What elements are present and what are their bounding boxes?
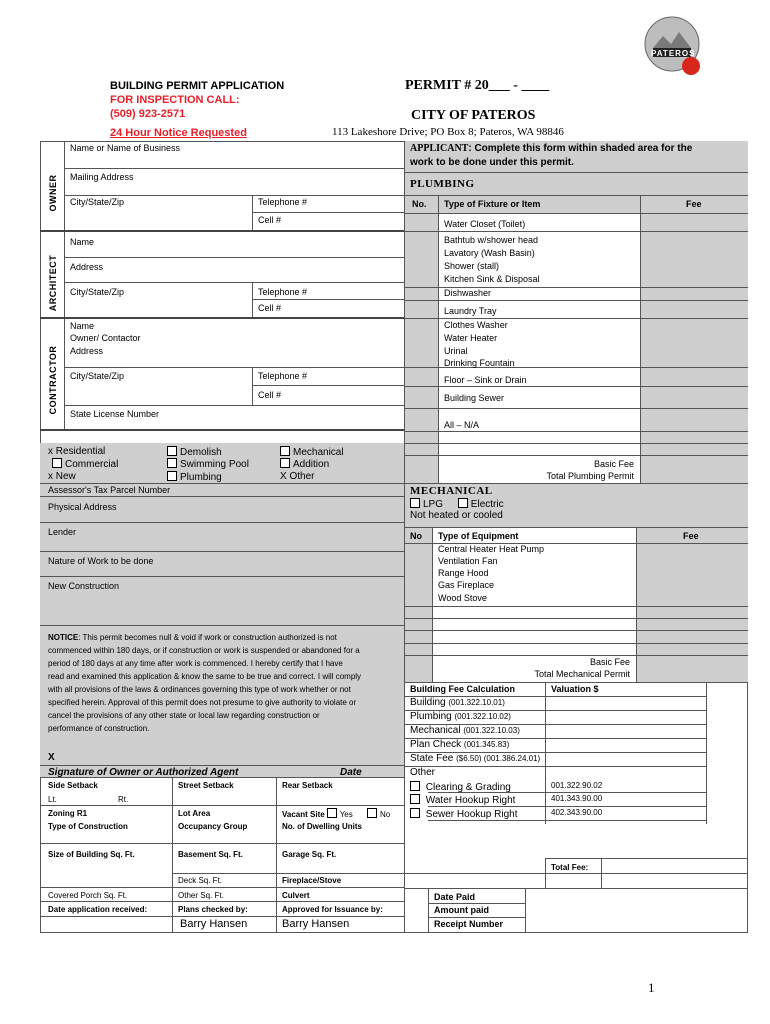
rule	[404, 766, 706, 767]
notice-line: read and examined this application & know the same to be true and correct. I will comply	[48, 672, 362, 681]
mechanical-basic-fee: Basic Fee	[589, 657, 630, 667]
rule	[545, 858, 748, 859]
rule	[525, 888, 526, 933]
vacant-no-checkbox[interactable]	[367, 808, 377, 818]
rule	[404, 527, 748, 528]
notice-text: : This permit becomes null & void if work or construction authorized is not	[78, 633, 337, 642]
mechanical-option[interactable]	[280, 446, 344, 458]
fee-state-label: State Fee	[410, 753, 454, 764]
mechanical-row-line	[404, 606, 748, 607]
valuation-label: Valuation $	[551, 684, 599, 694]
rule	[252, 367, 253, 405]
fee-plumbing-code: (001.322.10.02)	[454, 712, 511, 721]
plumbing-row-line	[404, 318, 748, 319]
clearing-checkbox[interactable]	[410, 781, 420, 791]
plumbing-basic-fee: Basic Fee	[593, 459, 634, 469]
plumbing-row-line	[404, 431, 748, 432]
owner-telephone-label: Telephone #	[258, 197, 308, 207]
contractor-telephone-label: Telephone #	[258, 371, 308, 381]
mechanical-col-no: No	[410, 531, 422, 541]
new-construction-label: New Construction	[48, 581, 120, 591]
rule	[428, 888, 429, 933]
notice-line	[48, 631, 398, 644]
rule	[404, 682, 748, 683]
plumbing-item: Lavatory (Wash Basin)	[444, 248, 535, 258]
lender-label: Lender	[48, 527, 77, 537]
fee-plumbing-label: Plumbing	[410, 711, 452, 722]
electric-checkbox[interactable]	[458, 498, 468, 508]
rule	[40, 230, 404, 232]
demolish-checkbox[interactable]	[167, 446, 177, 456]
plumbing-item: Water Closet (Toilet)	[444, 219, 526, 229]
mechanical-row-line	[404, 643, 748, 644]
fee-plan-check-code: (001.345.83)	[463, 740, 510, 749]
plumbing-row-line	[404, 300, 748, 301]
vacant-site-label: Vacant Site	[282, 810, 325, 819]
rt-label: Rt.	[118, 795, 129, 804]
plumbing-row-line	[404, 443, 748, 444]
checker-name: Barry Hansen	[180, 918, 248, 930]
rule	[404, 172, 748, 173]
fee-water-code: 401.343.90.00	[551, 794, 603, 803]
not-heated-label: Not heated or cooled	[410, 510, 503, 521]
city-name: CITY OF PATEROS	[411, 108, 536, 123]
fireplace-label: Fireplace/Stove	[282, 876, 342, 885]
mechanical-row-line	[404, 543, 748, 544]
water-checkbox[interactable]	[410, 794, 420, 804]
rule	[428, 792, 706, 793]
rule	[40, 916, 404, 917]
lpg-label: LPG	[423, 499, 444, 510]
applicant-label: APPLICANT	[410, 143, 469, 154]
architect-telephone-label: Telephone #	[258, 287, 308, 297]
architect-side-label: ARCHITECT	[48, 254, 58, 312]
other-option[interactable]: X Other	[280, 471, 315, 482]
signature-date-label: Date	[340, 767, 362, 778]
fee-clearing-label: Clearing & Grading	[425, 782, 511, 793]
lpg-checkbox[interactable]	[410, 498, 420, 508]
applicant-text: : Complete this form within shaded area for the	[468, 143, 693, 154]
rule	[40, 483, 404, 484]
notice-line: specified herein. Approval of this permit does not presume to give authority to violate or	[48, 698, 357, 707]
electric-label: Electric	[470, 499, 504, 510]
plumbing-item: All – N/A	[444, 420, 480, 430]
fee-water	[410, 794, 515, 806]
rule	[40, 777, 404, 778]
notice-label: NOTICE	[48, 633, 79, 642]
rule	[40, 496, 404, 497]
other-sqft-label: Other Sq. Ft.	[178, 891, 224, 900]
contractor-city-label: City/State/Zip	[70, 371, 125, 381]
fee-calc-label: Building Fee Calculation	[410, 684, 516, 694]
fee-clearing-code: 001.322.90.02	[551, 781, 603, 790]
residential-option[interactable]: x Residential	[48, 446, 106, 457]
plumbing-item: Shower (stall)	[444, 261, 500, 271]
receipt-number-label: Receipt Number	[434, 919, 504, 929]
rule	[40, 551, 404, 552]
demolish-option[interactable]	[167, 446, 222, 458]
mechanical-item: Gas Fireplace	[438, 580, 495, 590]
building-sqft-label: Size of Building Sq. Ft.	[48, 850, 135, 859]
city-address: 113 Lakeshore Drive; PO Box 8; Pateros, WA 98846	[332, 126, 564, 138]
fee-mechanical	[410, 725, 520, 736]
plumbing-item: Floor – Sink or Drain	[444, 375, 527, 385]
plumbing-label: Plumbing	[180, 472, 222, 483]
rule	[404, 195, 748, 196]
rule	[40, 843, 404, 844]
swimming-pool-option[interactable]	[167, 458, 249, 470]
new-option[interactable]: x New	[48, 471, 76, 482]
notice-line: cancel the provisions of any other state or local law regarding construction or	[48, 711, 320, 720]
rule	[428, 806, 706, 807]
rule	[252, 299, 404, 300]
commercial-option[interactable]	[52, 458, 118, 470]
contractor-side-label: CONTRACTOR	[48, 345, 58, 415]
inspection-label: FOR INSPECTION CALL:	[110, 94, 240, 106]
garage-sqft-label: Garage Sq. Ft.	[282, 850, 337, 859]
rear-setback-label: Rear Setback	[282, 781, 333, 790]
mechanical-no-column	[404, 527, 432, 682]
plumbing-item: Kitchen Sink & Disposal	[444, 274, 540, 284]
architect-city-label: City/State/Zip	[70, 287, 125, 297]
plumbing-item: Dishwasher	[444, 288, 492, 298]
deck-sqft-label: Deck Sq. Ft.	[178, 876, 223, 885]
fee-other-label: Other	[410, 767, 436, 778]
vacant-no-label: No	[379, 810, 391, 819]
commercial-checkbox[interactable]	[52, 458, 62, 468]
fee-mechanical-label: Mechanical	[410, 725, 461, 736]
rule	[40, 576, 404, 577]
date-paid-label: Date Paid	[434, 892, 476, 902]
addition-label: Addition	[293, 459, 330, 470]
notice-line: period of 180 days at any time after work is commenced. I hereby certify that I have	[48, 659, 343, 668]
rule	[64, 282, 404, 283]
architect-address-label: Address	[70, 262, 104, 272]
fee-plan-check	[410, 739, 509, 750]
signature-x: X	[48, 752, 55, 763]
plumbing-row-line	[404, 455, 748, 456]
applicant-instructions	[410, 143, 692, 154]
contractor-address-label: Address	[70, 346, 104, 356]
rule	[640, 195, 641, 483]
plumbing-col-fee: Fee	[686, 199, 702, 209]
mechanical-title: MECHANICAL	[410, 485, 493, 497]
mechanical-fee-column	[636, 527, 748, 682]
addition-option[interactable]	[280, 458, 329, 470]
rule	[428, 917, 525, 918]
rule	[40, 901, 404, 902]
rule	[40, 887, 404, 888]
street-setback-label: Street Setback	[178, 781, 234, 790]
fee-state	[410, 753, 540, 764]
rule	[64, 257, 404, 258]
rule	[636, 527, 637, 682]
fee-sewer	[410, 808, 518, 820]
fee-mechanical-code: (001.322.10.03)	[463, 726, 520, 735]
fee-plumbing	[410, 711, 511, 722]
culvert-label: Culvert	[282, 891, 310, 900]
commercial-label: Commercial	[65, 459, 119, 470]
parcel-label: Assessor's Tax Parcel Number	[48, 485, 171, 495]
rule	[404, 213, 748, 214]
basement-sqft-label: Basement Sq. Ft.	[178, 850, 243, 859]
mechanical-row-line	[404, 618, 748, 619]
plumbing-item: Urinal	[444, 346, 468, 356]
plumbing-col-no: No.	[412, 199, 427, 209]
plumbing-title: PLUMBING	[410, 178, 475, 190]
rule	[64, 367, 404, 368]
notice-block	[48, 631, 398, 735]
inspection-phone: (509) 923-2571	[110, 108, 186, 120]
rule	[64, 168, 404, 169]
zoning-label: Zoning R1	[48, 809, 88, 818]
rule	[428, 820, 706, 821]
vacant-yes-label: Yes	[339, 810, 353, 819]
architect-cell-label: Cell #	[258, 303, 282, 313]
architect-name-label: Name	[70, 237, 95, 247]
mechanical-item: Wood Stove	[438, 593, 487, 603]
owner-side-label: OWNER	[48, 174, 58, 212]
plumbing-item: Building Sewer	[444, 393, 505, 403]
fee-sewer-label: Sewer Hookup Right	[425, 809, 518, 820]
mechanical-col-type: Type of Equipment	[438, 531, 519, 541]
rule	[432, 527, 433, 682]
notice-requested: 24 Hour Notice Requested	[110, 127, 247, 139]
rule	[40, 805, 404, 806]
form-title: BUILDING PERMIT APPLICATION	[110, 80, 285, 92]
mechanical-item: Ventilation Fan	[438, 556, 498, 566]
mechanical-item: Central Heater Heat Pump	[438, 544, 545, 554]
total-fee-label: Total Fee:	[551, 863, 589, 872]
owner-mailing-label: Mailing Address	[70, 172, 134, 182]
plumbing-row-line	[404, 386, 748, 387]
rule	[404, 873, 748, 874]
plumbing-row-line	[404, 408, 748, 409]
rule	[428, 903, 525, 904]
vacant-yes-checkbox[interactable]	[327, 808, 337, 818]
fee-sewer-code: 402.343.90.00	[551, 808, 603, 817]
swimming-pool-checkbox[interactable]	[167, 458, 177, 468]
logo-text: PATEROS	[651, 49, 696, 58]
physical-address-label: Physical Address	[48, 502, 117, 512]
lt-label: Lt.	[48, 795, 57, 804]
rule	[404, 483, 748, 484]
addition-checkbox[interactable]	[280, 458, 290, 468]
plans-checked-label: Plans checked by:	[178, 905, 248, 914]
plumbing-item: Laundry Tray	[444, 306, 497, 316]
approved-by-label: Approved for Issuance by:	[282, 905, 383, 914]
mechanical-item: Range Hood	[438, 568, 489, 578]
demolish-label: Demolish	[180, 447, 222, 458]
fee-building	[410, 697, 505, 708]
rule	[545, 682, 546, 824]
occupancy-label: Occupancy Group	[178, 822, 248, 831]
rule	[252, 212, 404, 213]
rule	[252, 385, 404, 386]
side-setback-label: Side Setback	[48, 781, 98, 790]
notice-line: with all provisions of the laws & ordinances governing this type of work whether or not	[48, 685, 351, 694]
permit-number: PERMIT # 20___ - ____	[405, 78, 550, 93]
contractor-owner-label: Owner/ Contactor	[70, 333, 141, 343]
sewer-checkbox[interactable]	[410, 808, 420, 818]
rule	[172, 777, 173, 933]
plumbing-item: Bathtub w/shower head	[444, 235, 539, 245]
mechanical-total: Total Mechanical Permit	[534, 669, 630, 679]
plumbing-item: Clothes Washer	[444, 320, 508, 330]
fee-building-code: (001.322.10.01)	[448, 698, 505, 707]
rule	[64, 195, 404, 196]
plumbing-item: Drinking Fountain	[444, 358, 515, 368]
covered-porch-label: Covered Porch Sq. Ft.	[48, 891, 128, 900]
rule	[40, 625, 404, 626]
rule	[404, 888, 748, 889]
mechanical-col-fee: Fee	[683, 531, 699, 541]
mechanical-row-line	[404, 655, 748, 656]
lot-area-label: Lot Area	[178, 809, 211, 818]
rule	[40, 317, 404, 319]
mechanical-checkbox[interactable]	[280, 446, 290, 456]
rule	[64, 405, 404, 406]
plumbing-option[interactable]	[167, 471, 222, 483]
date-received-label: Date application received:	[48, 905, 148, 914]
contractor-cell-label: Cell #	[258, 390, 282, 400]
contractor-license-label: State License Number	[70, 409, 160, 419]
mechanical-fuel-options	[410, 498, 504, 510]
owner-city-label: City/State/Zip	[70, 197, 125, 207]
owner-cell-label: Cell #	[258, 215, 282, 225]
applicant-text-line2: work to be done under this permit.	[410, 157, 574, 168]
mechanical-label: Mechanical	[293, 447, 344, 458]
fee-plan-check-label: Plan Check	[410, 739, 462, 750]
rule	[40, 765, 404, 766]
rule	[172, 873, 404, 874]
mechanical-row-line	[404, 630, 748, 631]
notice-line: commenced within 180 days, or if construction or work is suspended or abandoned for a	[48, 646, 360, 655]
page-number: 1	[648, 980, 655, 995]
type-construction-label: Type of Construction	[48, 822, 128, 831]
signature-label-text: Signature of Owner or Authorized Agent	[48, 767, 239, 778]
plumbing-checkbox[interactable]	[167, 471, 177, 481]
notice-line: performance of construction.	[48, 724, 150, 733]
rule	[438, 195, 439, 483]
plumbing-row-line	[404, 231, 748, 232]
rule	[40, 429, 404, 431]
swimming-pool-label: Swimming Pool	[180, 459, 249, 470]
nature-label: Nature of Work to be done	[48, 556, 154, 566]
approver-name: Barry Hansen	[282, 918, 350, 930]
city-logo	[641, 14, 703, 76]
amount-paid-label: Amount paid	[434, 905, 489, 915]
dwelling-units-label: No. of Dwelling Units	[282, 822, 362, 831]
plumbing-total: Total Plumbing Permit	[546, 471, 634, 481]
contractor-name-label: Name	[70, 321, 95, 331]
plumbing-col-type: Type of Fixture or Item	[444, 199, 541, 209]
vacant-site-field	[282, 808, 390, 819]
rule	[40, 522, 404, 523]
rule	[276, 777, 277, 933]
plumbing-item: Water Heater	[444, 333, 498, 343]
fee-building-label: Building	[410, 697, 446, 708]
rule	[706, 682, 707, 824]
owner-name-label: Name or Name of Business	[70, 143, 181, 153]
fee-water-label: Water Hookup Right	[425, 795, 516, 806]
center-divider	[404, 141, 405, 933]
owner-side-divider	[64, 141, 65, 429]
fee-state-code: ($6.50) (001.386.24.01)	[456, 754, 541, 763]
